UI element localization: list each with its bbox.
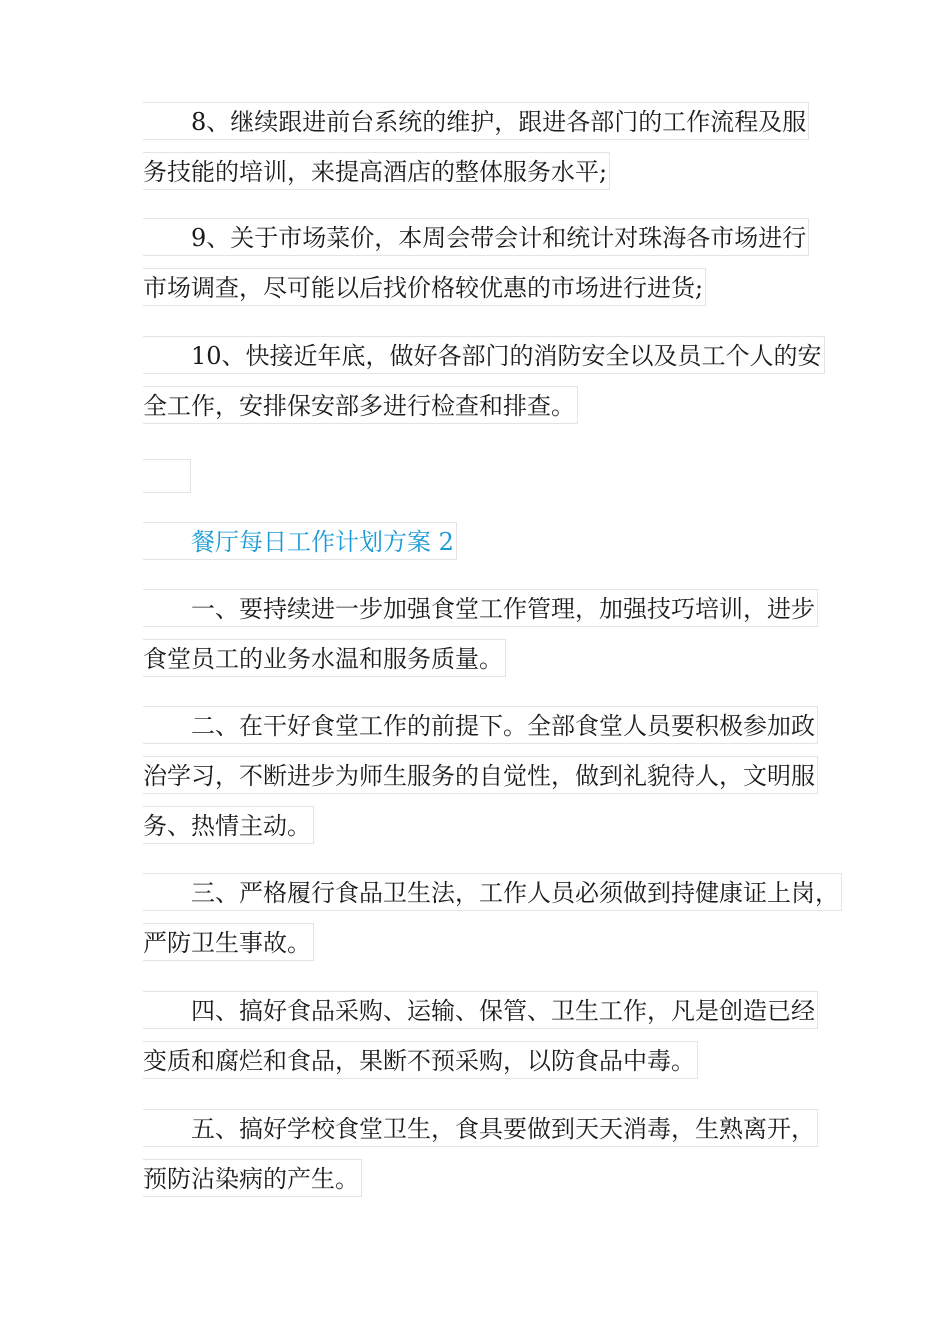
item-4-line-1: 四、搞好食品采购、运输、保管、卫生工作，凡是创造已经 <box>143 991 818 1029</box>
item-1-line-2: 食堂员工的业务水温和服务质量。 <box>143 639 506 677</box>
section-heading: 餐厅每日工作计划方案 2 <box>143 522 457 560</box>
empty-paragraph-box <box>143 459 191 493</box>
paragraph-10-line-1: 10、快接近年底，做好各部门的消防安全以及员工个人的安 <box>143 336 825 374</box>
item-1-line-1: 一、要持续进一步加强食堂工作管理，加强技巧培训，进步 <box>143 589 818 627</box>
item-5-line-2: 预防沾染病的产生。 <box>143 1159 362 1197</box>
item-3-line-2: 严防卫生事故。 <box>143 923 314 961</box>
paragraph-9-line-1: 9、关于市场菜价，本周会带会计和统计对珠海各市场进行 <box>143 218 809 256</box>
item-5-line-1: 五、搞好学校食堂卫生，食具要做到天天消毒，生熟离开， <box>143 1109 818 1147</box>
item-3-line-1: 三、严格履行食品卫生法，工作人员必须做到持健康证上岗， <box>143 873 842 911</box>
item-2-line-2: 治学习，不断进步为师生服务的自觉性，做到礼貌待人，文明服 <box>143 756 818 794</box>
paragraph-8-line-1: 8、继续跟进前台系统的维护，跟进各部门的工作流程及服 <box>143 102 809 140</box>
item-2-line-1: 二、在干好食堂工作的前提下。全部食堂人员要积极参加政 <box>143 706 818 744</box>
paragraph-10-line-2: 全工作，安排保安部多进行检查和排查。 <box>143 386 578 424</box>
paragraph-9-line-2: 市场调查，尽可能以后找价格较优惠的市场进行进货; <box>143 268 706 306</box>
item-4-line-2: 变质和腐烂和食品，果断不预采购，以防食品中毒。 <box>143 1041 698 1079</box>
paragraph-8-line-2: 务技能的培训，来提高酒店的整体服务水平; <box>143 152 610 190</box>
item-2-line-3: 务、热情主动。 <box>143 806 314 844</box>
